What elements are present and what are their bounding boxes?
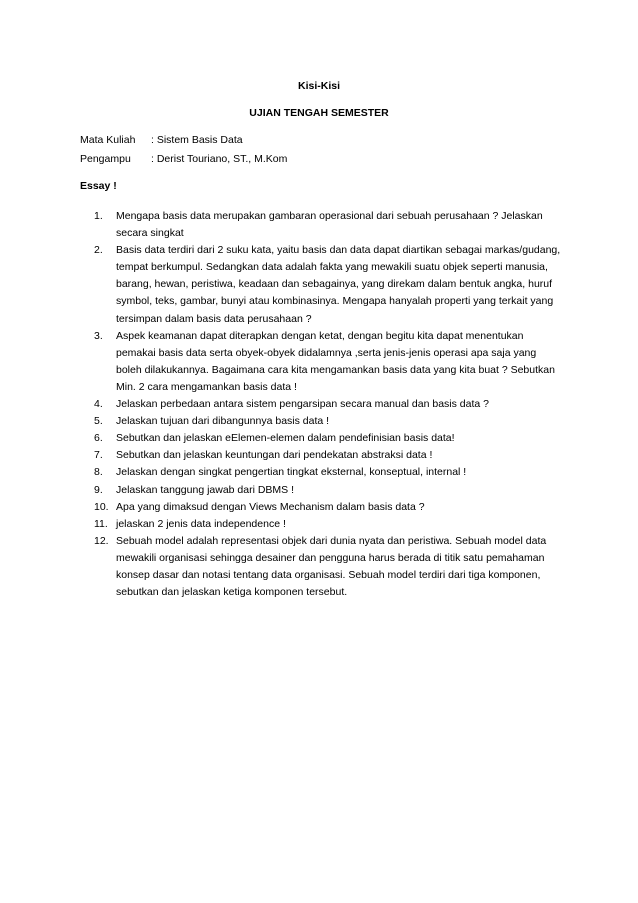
question-number: 3. bbox=[94, 329, 103, 342]
question-item bbox=[80, 430, 564, 447]
meta-value: : Sistem Basis Data bbox=[151, 134, 243, 146]
question-item bbox=[80, 242, 564, 327]
question-item bbox=[80, 516, 564, 533]
question-text: Basis data terdiri dari 2 suku kata, yaitu basis dan data dapat diartikan sebagai markas/gudang, tempat berkumpul. Sedangkan data adalah fakta yang mewakili suatu objek seperti manusia, barang, hewan, peristiwa, keadaan dan sebagainya, yang direkam dalam bentuk angka, huruf symbol, teks, gambar, bunyi atau kombinasinya. Mengapa hanyalah properti yang terkait yang tersimpan dalam basis data perusahaan ? bbox=[116, 244, 561, 325]
question-item bbox=[80, 533, 564, 601]
question-item bbox=[80, 482, 564, 499]
question-number: 6. bbox=[94, 432, 103, 445]
question-item bbox=[80, 499, 564, 516]
question-text: Sebutkan dan jelaskan keuntungan dari pendekatan abstraksi data ! bbox=[116, 449, 433, 462]
question-text: Jelaskan perbedaan antara sistem pengarsipan secara manual dan basis data ? bbox=[116, 398, 489, 411]
question-text: jelaskan 2 jenis data independence ! bbox=[116, 517, 286, 530]
question-item bbox=[80, 413, 564, 430]
question-number: 4. bbox=[94, 398, 103, 411]
question-item bbox=[80, 208, 564, 242]
question-item bbox=[80, 328, 564, 396]
meta-label: Pengampu bbox=[80, 153, 131, 165]
document-title: Kisi-Kisi bbox=[297, 80, 340, 92]
question-number: 1. bbox=[94, 210, 103, 222]
question-item bbox=[80, 447, 564, 464]
question-text: Mengapa basis data merupakan gambaran operasional dari sebuah perusahaan ? Jelaskan secara singkat bbox=[116, 210, 543, 240]
question-number: 9. bbox=[94, 483, 103, 496]
question-item bbox=[80, 464, 564, 481]
question-text: Sebuah model adalah representasi objek dari dunia nyata dan peristiwa. Sebuah model data mewakili organisasi sehingga desainer dan pengguna harus berada di titik satu pemahaman konsep dasar dan notasi tentang data organisasi. Sebuah model terdiri dari tiga komponen, sebutkan dan jelaskan ketiga komponen tersebut. bbox=[116, 534, 547, 599]
document-subtitle: UJIAN TENGAH SEMESTER bbox=[249, 107, 389, 119]
question-number: 7. bbox=[94, 449, 103, 462]
question-number: 11. bbox=[94, 517, 108, 530]
question-number: 10. bbox=[94, 500, 109, 513]
question-number: 2. bbox=[94, 244, 103, 257]
question-text: Sebutkan dan jelaskan eElemen-elemen dalam pendefinisian basis data! bbox=[116, 432, 455, 445]
question-number: 5. bbox=[94, 415, 103, 428]
question-text: Jelaskan tujuan dari dibangunnya basis data ! bbox=[116, 415, 330, 428]
question-text: Aspek keamanan dapat diterapkan dengan ketat, dengan begitu kita dapat menentukan pemakai basis data serta obyek-obyek didalamnya ,serta jenis-jenis operasi apa saja yang boleh dilakukannya. Bagaimana cara kita mengamankan basis data yang kita buat ? Sebutkan Min. 2 cara mengamankan basis data ! bbox=[116, 329, 555, 393]
question-number: 8. bbox=[94, 466, 103, 479]
question-list bbox=[80, 208, 564, 601]
meta-value: : Derist Touriano, ST., M.Kom bbox=[151, 153, 288, 165]
question-text: Apa yang dimaksud dengan Views Mechanism dalam basis data ? bbox=[116, 500, 425, 513]
question-item bbox=[80, 396, 564, 413]
section-title: Essay ! bbox=[80, 180, 117, 192]
question-text: Jelaskan tanggung jawab dari DBMS ! bbox=[116, 483, 295, 496]
question-number: 12. bbox=[94, 534, 109, 547]
question-text: Jelaskan dengan singkat pengertian tingkat eksternal, konseptual, internal ! bbox=[116, 466, 467, 479]
meta-label: Mata Kuliah bbox=[80, 134, 136, 146]
